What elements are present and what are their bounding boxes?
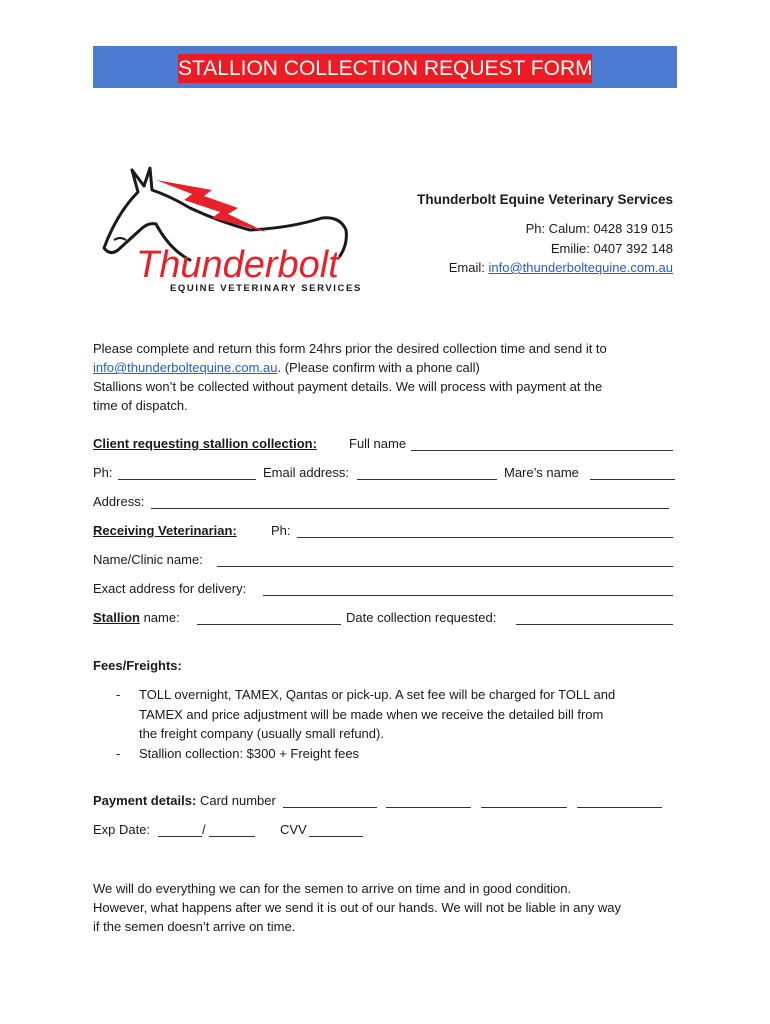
card-number-field-4[interactable] bbox=[577, 807, 662, 808]
card-number-field-1[interactable] bbox=[283, 807, 377, 808]
cvv-field[interactable] bbox=[309, 836, 363, 837]
payment-heading: Payment details: bbox=[93, 793, 197, 808]
vet-heading: Receiving Veterinarian: bbox=[93, 523, 237, 538]
fees-item-1-line-2: TAMEX and price adjustment will be made when we receive the detailed bill from bbox=[139, 706, 604, 722]
client-ph-label: Ph: bbox=[93, 465, 113, 480]
card-number-field-3[interactable] bbox=[481, 807, 567, 808]
intro-line-3: Stallions won’t be collected without payment details. We will process with payment at the bbox=[93, 379, 603, 394]
logo-wordmark: Thunderbolt bbox=[136, 244, 339, 286]
client-row bbox=[93, 435, 677, 453]
intro-email-link[interactable]: info@thunderboltequine.com.au bbox=[93, 360, 278, 375]
date-requested-field[interactable] bbox=[516, 624, 673, 625]
intro-line-2-text: . (Please confirm with a phone call) bbox=[277, 360, 480, 375]
date-requested-label: Date collection requested: bbox=[346, 610, 497, 625]
company-name: Thunderbolt Equine Veterinary Services bbox=[417, 192, 673, 207]
closing-line-3: if the semen doesn’t arrive on time. bbox=[93, 919, 296, 934]
company-email-line bbox=[449, 260, 673, 275]
clinic-row bbox=[93, 551, 677, 569]
phone-calum: Ph: Calum: 0428 319 015 bbox=[525, 221, 673, 236]
delivery-row bbox=[93, 580, 677, 598]
vet-row bbox=[93, 522, 677, 540]
stallion-row bbox=[93, 609, 677, 627]
client-contact-row bbox=[93, 464, 677, 482]
fees-bullet-1: - bbox=[116, 687, 121, 702]
clinic-label: Name/Clinic name: bbox=[93, 552, 203, 567]
intro-line-1: Please complete and return this form 24hrs prior the desired collection time and send it to bbox=[93, 341, 607, 356]
stallion-word: Stallion bbox=[93, 610, 140, 625]
fees-heading: Fees/Freights: bbox=[93, 658, 182, 673]
fees-bullet-2: - bbox=[116, 746, 121, 761]
logo-tagline: EQUINE VETERINARY SERVICES bbox=[170, 283, 362, 294]
stallion-name-field[interactable] bbox=[197, 624, 341, 625]
exp-year-field[interactable] bbox=[209, 836, 255, 837]
exp-slash: / bbox=[202, 822, 206, 837]
expiry-row bbox=[93, 821, 677, 839]
intro-line-4: time of dispatch. bbox=[93, 398, 188, 413]
email-address-label: Email address: bbox=[263, 465, 349, 480]
vet-ph-field[interactable] bbox=[297, 537, 673, 538]
fees-item-1 bbox=[139, 685, 679, 744]
mares-name-label: Mare’s name bbox=[504, 465, 579, 480]
vet-ph-label: Ph: bbox=[271, 523, 291, 538]
address-field[interactable] bbox=[151, 508, 669, 509]
clinic-field[interactable] bbox=[217, 566, 673, 567]
payment-row bbox=[93, 792, 677, 810]
delivery-field[interactable] bbox=[263, 595, 673, 596]
client-heading: Client requesting stallion collection: bbox=[93, 436, 317, 451]
stallion-name-rest: name: bbox=[139, 610, 180, 625]
address-label: Address: bbox=[93, 494, 145, 509]
address-row bbox=[93, 493, 677, 511]
stallion-name-label bbox=[93, 609, 180, 627]
intro-paragraph bbox=[93, 339, 607, 415]
fees-item-1-line-3: the freight company (usually small refund). bbox=[139, 726, 384, 741]
mares-name-field[interactable] bbox=[590, 479, 675, 480]
closing-line-1: We will do everything we can for the semen to arrive on time and in good condition. bbox=[93, 881, 572, 896]
email-address-field[interactable] bbox=[357, 479, 497, 480]
closing-paragraph bbox=[93, 879, 621, 936]
delivery-label: Exact address for delivery: bbox=[93, 581, 247, 596]
exp-date-label: Exp Date: bbox=[93, 822, 151, 837]
full-name-label: Full name bbox=[349, 436, 407, 451]
fees-item-1-line-1: TOLL overnight, TAMEX, Qantas or pick-up. A set fee will be charged for TOLL and bbox=[139, 687, 616, 702]
thunderbolt-logo bbox=[100, 160, 362, 295]
form-title: STALLION COLLECTION REQUEST FORM bbox=[178, 54, 592, 83]
full-name-field[interactable] bbox=[411, 450, 673, 451]
closing-line-2: However, what happens after we send it is out of our hands. We will not be liable in any way bbox=[93, 900, 621, 915]
company-email-link[interactable]: info@thunderboltequine.com.au bbox=[488, 260, 673, 275]
exp-month-field[interactable] bbox=[158, 836, 202, 837]
cvv-label: CVV bbox=[280, 822, 307, 837]
payment-label bbox=[93, 792, 276, 810]
fees-item-2: Stallion collection: $300 + Freight fees bbox=[139, 746, 360, 761]
phone-emilie: Emilie: 0407 392 148 bbox=[550, 241, 673, 256]
client-ph-field[interactable] bbox=[118, 479, 256, 480]
card-number-label: Card number bbox=[199, 793, 276, 808]
email-label: Email: bbox=[448, 260, 489, 275]
card-number-field-2[interactable] bbox=[386, 807, 471, 808]
intro-line-2 bbox=[93, 358, 607, 377]
